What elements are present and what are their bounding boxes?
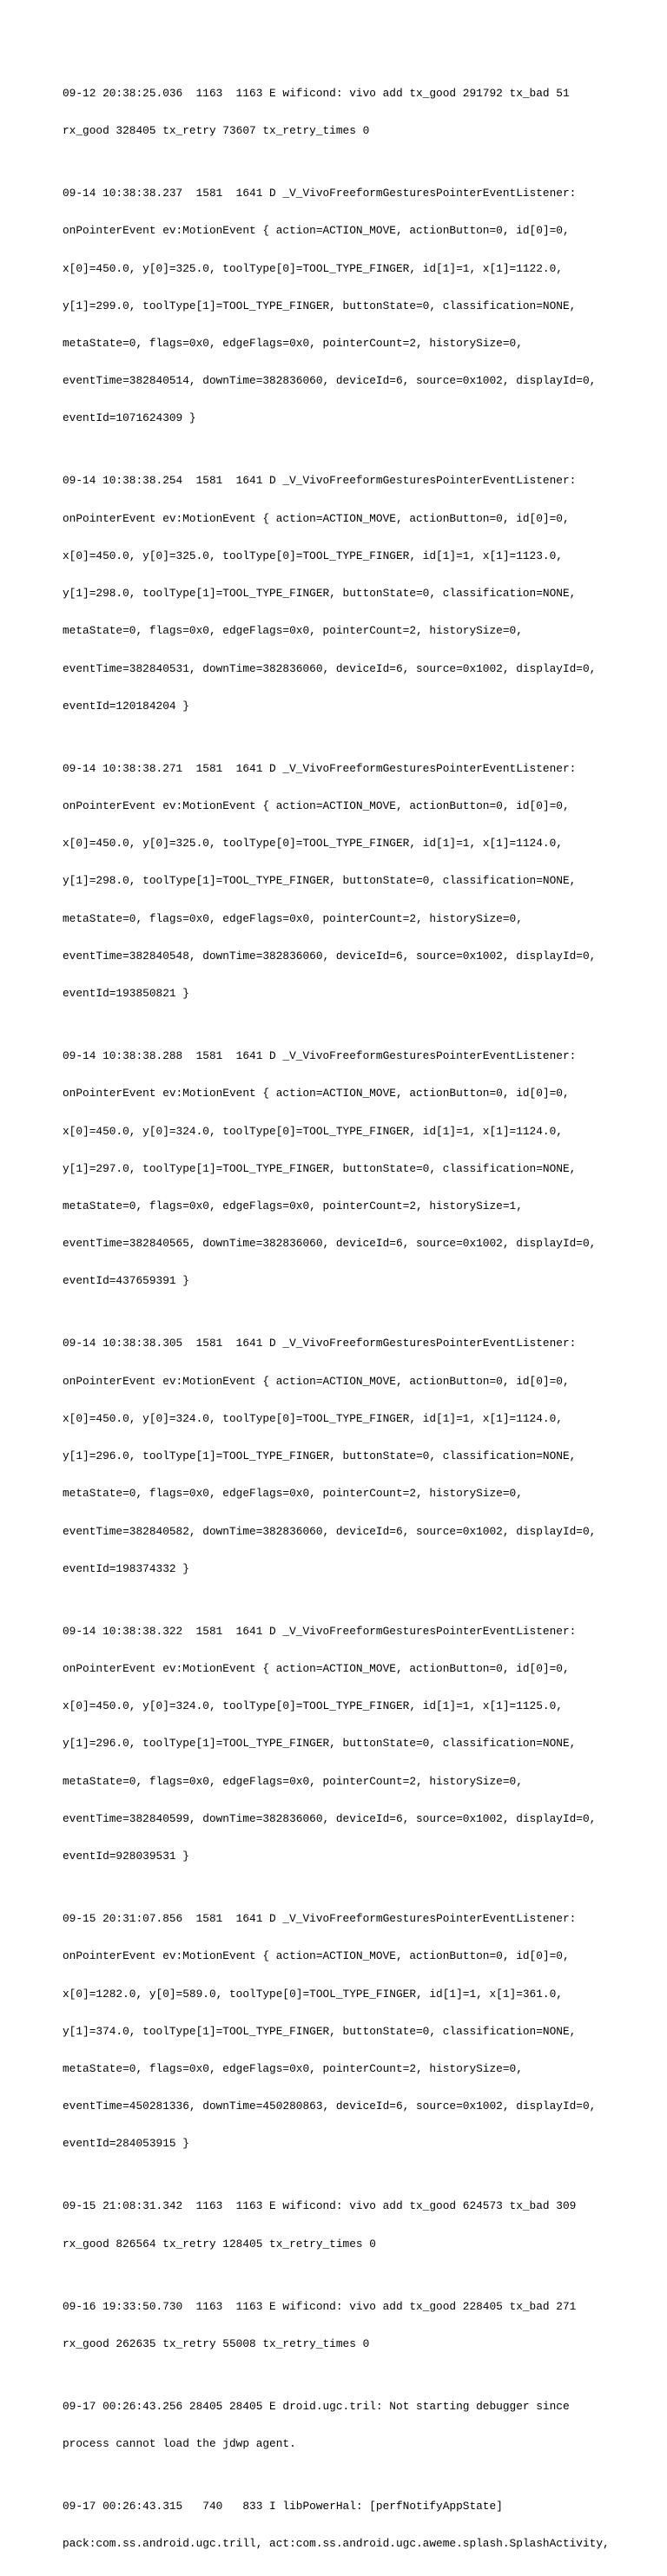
log-line: onPointerEvent ev:MotionEvent { action=ACTION_MOVE, actionButton=0, id[0]=0, [63,1087,570,1101]
log-line: metaState=0, flags=0x0, edgeFlags=0x0, pointerCount=2, historySize=0, [63,1774,523,1788]
log-line: x[0]=450.0, y[0]=325.0, toolType[0]=TOOL_TYPE_FINGER, id[1]=1, x[1]=1123.0, [63,549,563,562]
log-document [63,62,618,2576]
log-entry [63,162,618,450]
log-entry [63,738,618,1025]
log-line: eventId=120184204 } [63,699,189,713]
log-line: x[0]=450.0, y[0]=325.0, toolType[0]=TOOL_TYPE_FINGER, id[1]=1, x[1]=1122.0, [63,261,563,275]
log-line: metaState=0, flags=0x0, edgeFlags=0x0, pointerCount=2, historySize=0, [63,624,523,638]
log-line: onPointerEvent ev:MotionEvent { action=ACTION_MOVE, actionButton=0, id[0]=0, [63,224,570,238]
log-line: onPointerEvent ev:MotionEvent { action=ACTION_MOVE, actionButton=0, id[0]=0, [63,1662,570,1675]
log-line: y[1]=297.0, toolType[1]=TOOL_TYPE_FINGER, buttonState=0, classification=NONE, [63,1161,577,1175]
log-line: eventTime=382840599, downTime=382836060, deviceId=6, source=0x1002, displayId=0, [63,1811,597,1825]
log-entry [63,2276,618,2376]
log-line: eventTime=382840531, downTime=382836060, deviceId=6, source=0x1002, displayId=0, [63,661,597,675]
log-line: metaState=0, flags=0x0, edgeFlags=0x0, pointerCount=2, historySize=0, [63,911,523,925]
log-line: pack:com.ss.android.ugc.trill, act:com.ss.android.ugc.aweme.splash.SplashActivity, [63,2537,610,2551]
log-line: y[1]=298.0, toolType[1]=TOOL_TYPE_FINGER, buttonState=0, classification=NONE, [63,874,577,888]
log-line: eventTime=450281336, downTime=450280863, deviceId=6, source=0x1002, displayId=0, [63,2100,597,2113]
log-line: rx_good 328405 tx_retry 73607 tx_retry_times 0 [63,124,370,138]
log-line: x[0]=450.0, y[0]=324.0, toolType[0]=TOOL_TYPE_FINGER, id[1]=1, x[1]=1125.0, [63,1699,563,1713]
log-entry [63,62,618,162]
log-line: 09-14 10:38:38.322 1581 1641 D _V_VivoFreeformGesturesPointerEventListener: [63,1624,577,1638]
log-line: process cannot load the jdwp agent. [63,2437,296,2451]
log-line: metaState=0, flags=0x0, edgeFlags=0x0, pointerCount=2, historySize=0, [63,2062,523,2075]
log-entry [63,450,618,738]
log-line: 09-17 00:26:43.315 740 833 I libPowerHal: [perfNotifyAppState] [63,2500,503,2514]
log-line: y[1]=296.0, toolType[1]=TOOL_TYPE_FINGER, buttonState=0, classification=NONE, [63,1737,577,1751]
log-line: 09-14 10:38:38.237 1581 1641 D _V_VivoFreeformGesturesPointerEventListener: [63,187,577,200]
log-line: eventId=198374332 } [63,1561,189,1575]
log-line: eventId=1071624309 } [63,411,196,425]
log-line: x[0]=450.0, y[0]=324.0, toolType[0]=TOOL_TYPE_FINGER, id[1]=1, x[1]=1124.0, [63,1411,563,1425]
log-entry [63,1025,618,1312]
log-line: x[0]=1282.0, y[0]=589.0, toolType[0]=TOOL_TYPE_FINGER, id[1]=1, x[1]=361.0, [63,1987,563,2001]
log-line: eventTime=382840565, downTime=382836060, deviceId=6, source=0x1002, displayId=0, [63,1237,597,1251]
log-entry [63,2176,618,2276]
log-line: y[1]=374.0, toolType[1]=TOOL_TYPE_FINGER, buttonState=0, classification=NONE, [63,2024,577,2038]
log-line: onPointerEvent ev:MotionEvent { action=ACTION_MOVE, actionButton=0, id[0]=0, [63,798,570,812]
log-line: onPointerEvent ev:MotionEvent { action=ACTION_MOVE, actionButton=0, id[0]=0, [63,1949,570,1963]
log-line: eventId=284053915 } [63,2137,189,2151]
log-line: rx_good 262635 tx_retry 55008 tx_retry_times 0 [63,2336,370,2350]
log-entry [63,1600,618,1888]
log-entry [63,2475,618,2575]
log-line: eventId=437659391 } [63,1274,189,1288]
log-line: 09-14 10:38:38.254 1581 1641 D _V_VivoFreeformGesturesPointerEventListener: [63,474,577,488]
log-line: 09-14 10:38:38.305 1581 1641 D _V_VivoFreeformGesturesPointerEventListener: [63,1337,577,1350]
log-line: y[1]=296.0, toolType[1]=TOOL_TYPE_FINGER, buttonState=0, classification=NONE, [63,1449,577,1463]
log-line: y[1]=299.0, toolType[1]=TOOL_TYPE_FINGER, buttonState=0, classification=NONE, [63,299,577,312]
log-line: onPointerEvent ev:MotionEvent { action=ACTION_MOVE, actionButton=0, id[0]=0, [63,511,570,525]
log-line: metaState=0, flags=0x0, edgeFlags=0x0, pointerCount=2, historySize=1, [63,1199,523,1212]
log-line: metaState=0, flags=0x0, edgeFlags=0x0, pointerCount=2, historySize=0, [63,336,523,350]
log-line: eventId=193850821 } [63,987,189,1001]
log-line: 09-14 10:38:38.288 1581 1641 D _V_VivoFreeformGesturesPointerEventListener: [63,1049,577,1063]
log-line: x[0]=450.0, y[0]=325.0, toolType[0]=TOOL_TYPE_FINGER, id[1]=1, x[1]=1124.0, [63,837,563,851]
log-entry [63,2376,618,2475]
log-line: 09-15 21:08:31.342 1163 1163 E wificond: vivo add tx_good 624573 tx_bad 309 [63,2199,577,2213]
log-line: eventTime=382840582, downTime=382836060, deviceId=6, source=0x1002, displayId=0, [63,1524,597,1538]
log-line: x[0]=450.0, y[0]=324.0, toolType[0]=TOOL_TYPE_FINGER, id[1]=1, x[1]=1124.0, [63,1124,563,1138]
log-line: y[1]=298.0, toolType[1]=TOOL_TYPE_FINGER, buttonState=0, classification=NONE, [63,587,577,601]
log-line: eventTime=382840548, downTime=382836060, deviceId=6, source=0x1002, displayId=0, [63,949,597,963]
log-line: onPointerEvent ev:MotionEvent { action=ACTION_MOVE, actionButton=0, id[0]=0, [63,1374,570,1388]
log-line: rx_good 826564 tx_retry 128405 tx_retry_times 0 [63,2237,376,2251]
log-line: eventTime=382840514, downTime=382836060, deviceId=6, source=0x1002, displayId=0, [63,374,597,388]
log-entry [63,1888,618,2175]
log-entry [63,1313,618,1600]
log-line: 09-17 00:26:43.256 28405 28405 E droid.ugc.tril: Not starting debugger since [63,2399,570,2413]
log-line: metaState=0, flags=0x0, edgeFlags=0x0, pointerCount=2, historySize=0, [63,1487,523,1501]
log-line: eventId=928039531 } [63,1850,189,1863]
log-line: 09-16 19:33:50.730 1163 1163 E wificond: vivo add tx_good 228405 tx_bad 271 [63,2299,577,2313]
log-line: 09-15 20:31:07.856 1581 1641 D _V_VivoFreeformGesturesPointerEventListener: [63,1912,577,1926]
log-line: 09-12 20:38:25.036 1163 1163 E wificond: vivo add tx_good 291792 tx_bad 51 [63,86,570,100]
log-line: 09-14 10:38:38.271 1581 1641 D _V_VivoFreeformGesturesPointerEventListener: [63,761,577,775]
